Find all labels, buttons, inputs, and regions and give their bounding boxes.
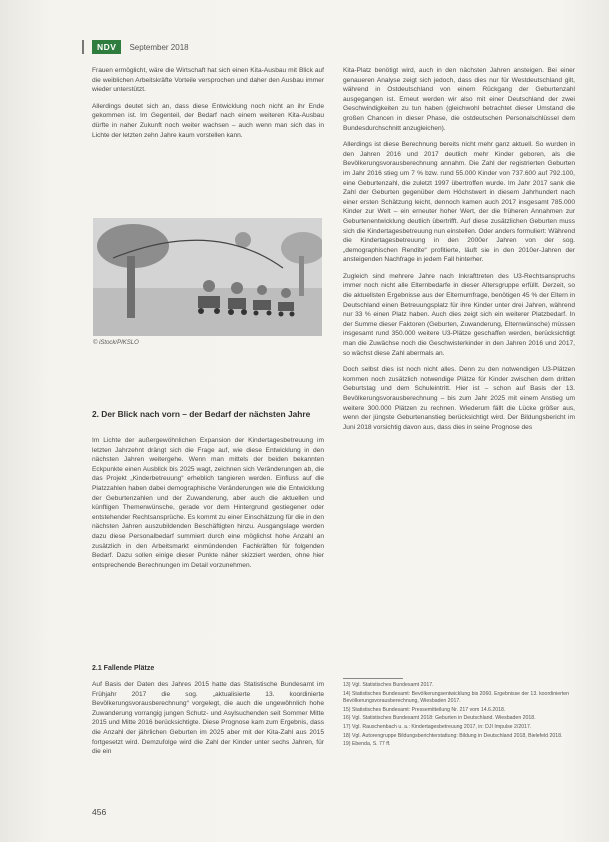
footnotes — [343, 678, 575, 750]
paragraph: Im Lichte der außergewöhnlichen Expansion der Kindertagesbetreuung im letzten Jahrzehnt drängt sich die Frage auf, wie diese Entwicklung in den nächsten Jahren weitergehe. Wenn man mittels der beiden bekannten Eckpunkte einen Ausblick bis 2025 wagt, zeichnen sich Veränderungen ab, die das Projekt „Kinderbetreuung“ erheblich tangieren werden. Einfluss auf die Platzzahlen haben dabei demographische Veränderungen wie die Entwicklung der Geburtenzahlen und der Zuwanderung, aber auch die aktuellen und künftigen Themenwünsche, gerade vor dem Hintergrund gestiegener oder entstehender Rechtsansprüche. Es kommt zu einer Einschätzung für die in den nächsten Jahren auszubildenden Beschäftigten hinzu. Ausgangslage werden dazu diese Personalbedarf summiert durch eine möglichst hohe Anzahl an zusätzlich in den Arbeitsmarkt einmündenden Fachkräften für folgenden Bedarf. Dazu sollen einige dieser Punkte näher skizziert werden, ohne hier entsprechende Berechnungen im Detail vorzunehmen. — [92, 437, 324, 569]
paragraph: Doch selbst dies ist noch nicht alles. Denn zu den notwendigen U3-Plätzen kommen noch zusätzlich notwendige Plätze für Kinder zwischen dem dritten Geburtstag und dem Schuleintritt. Hier ist – schon auf Basis der 13. Bevölkerungsvorausberechnung – bis zum Jahr 2025 mit einem Anstieg um weitere 300.000 Plätzen zu rechnen. Wiederum fällt die Lücke größer aus, wenn der jüngste Geburtenanstieg berücksichtigt wird. Der Bildungsbericht im Juni 2018 vorsichtig davon aus, dass dies in seine Prognose des — [343, 366, 575, 431]
footnote: 19) Ebenda, S. 77 ff. — [343, 741, 391, 748]
paragraph: Zugleich sind mehrere Jahre nach Inkrafttreten des U3-Rechtsanspruchs immer noch nicht alle Elternbedarfe in dieser Altersgruppe erfüllt. Derzeit, so die aktuellsten Ergebnisse aus der Elternumfrage, benötigen 45 % der Eltern in Deutschland einen Betreuungsplatz für ihre Kinder unter drei Jahren, während nur 33 % einen Platz haben. Auch dies zeigt sich ein weiterer Platzbedarf. In der Summe dieser Faktoren (Geburten, Zuwanderung, Elternwünsche) müssen insgesamt rund 350.000 weitere U3-Plätze geschaffen werden, berücksichtigt man die Zuwächse noch die Geschwisterkinder in den Jahren 2016 und 2017, so wächst diese Zahl abermals an. — [343, 272, 575, 357]
paragraph: Allerdings deutet sich an, dass diese Entwicklung noch nicht an ihr Ende gekommen ist. Im Gegenteil, der Bedarf nach einem weiteren Kita-Ausbau dürfte in naher Zukunft noch weiter wachsen – auch wenn man sich das in Lichte der letzten zehn Jahre kaum vorstellen kann. — [92, 102, 324, 139]
photo-credit: © iStock/PIKSLO — [93, 340, 139, 346]
footnote: 15) Statistisches Bundesamt: Pressemitteilung Nr. 217 vom 14.6.2018. — [343, 706, 506, 713]
footnote: 17) Vgl. Rauschenbach u. a.: Kindertagesbetreuung 2017, in: DJI Impulse 2/2017. — [343, 723, 532, 730]
issue-date: September 2018 — [129, 42, 189, 52]
paragraph: Auf Basis der Daten des Jahres 2015 hatte das Statistische Bundesamt im Frühjahr 2017 die sog. „aktualisierte 13. koordinierte Bevölkerungsvorausberechnung“ vorgelegt, die auch die ungewöhnlich hohe Zuwanderung vorrangig jungen Schutz- und Asylsuchenden seit Sommer Mitte 2015 und Mitte 2016 berücksichtigte. Diese Prognose kam zum Ergebnis, dass die Anzahl der jährlichen Geburten im 2025 aber mit der Kita-Zahl aus 2015 fortgesetzt wird. Demzufolge wird die Zahl der Kinder unter sechs Jahren, für die ein — [92, 681, 324, 756]
footnote-rule — [343, 678, 403, 679]
left-top-text — [92, 66, 324, 147]
journal-badge: NDV — [92, 40, 121, 54]
paragraph: Kita-Platz benötigt wird, auch in den nächsten Jahren ansteigen. Bei einer genaueren Analyse zeigt sich jedoch, dass dies nur für Westdeutschland gilt, während in Ostdeutschland von einem Rückgang der Geburtenzahl ausgegangen ist. Erneut werden wir also mit einer Deutschland der zwei Geschwindigkeiten zu tun haben (gleichwohl betrachtet dieser Umstand die großen Chancen in dieser Phase, die ostdeutschen Personalschlüssel dem Bundesdurchschnitt anzugleichen). — [343, 67, 575, 132]
page-number: 456 — [92, 807, 107, 817]
article-photo — [93, 218, 322, 336]
right-column-text — [343, 66, 575, 439]
footnote: 14) Statistisches Bundesamt: Bevölkerungsentwicklung bis 2060. Ergebnisse der 13. koordinierten Bevölkerungsvorausberechnung, Wiesbaden 2017. — [343, 690, 570, 705]
paragraph: Frauen ermöglicht, wäre die Wirtschaft hat sich einen Kita-Ausbau mit Blick auf die weiblichen Arbeitskräfte Vorteile versprochen und daher den Ausbau immer wieder unterstützt. — [92, 67, 324, 94]
photo-illustration — [93, 218, 322, 336]
footnote: 16) Vgl. Statistisches Bundesamt 2018: Geburten in Deutschland. Wiesbaden 2018. — [343, 715, 536, 722]
left-section-text — [92, 436, 324, 577]
footnote: 13) Vgl. Statistisches Bundesamt 2017. — [343, 682, 434, 688]
header-rule — [82, 40, 84, 54]
page-header — [82, 40, 189, 54]
left-subsection-text — [92, 680, 324, 764]
section-heading: 2. Der Blick nach vorn – der Bedarf der nächsten Jahre — [92, 409, 311, 419]
footnote: 18) Vgl. Autorengruppe Bildungsberichterstattung: Bildung in Deutschland 2018, Bielefeld 2018. — [343, 732, 563, 739]
paragraph: Allerdings ist diese Berechnung bereits nicht mehr ganz aktuell. So wurden in den Jahren 2016 und 2017 deutlich mehr Kinder geboren, als die Bevölkerungsvorausberechnung annahm. Die Zahl der registrierten Geburten im Jahr 2016 stieg um 7 % bzw. rund 55.000 Kinder von 737.600 auf 792.100, eine Geburtenzahl, die zuletzt 1997 übertroffen wurde. Im Jahr 2017 sank die Zahl der Geburten gegenüber dem Höchstwert in diesem Jahrhundert nach einer ersten Schätzung leicht, dennoch kamen auch 2017 insgesamt 785.000 Kinder zur Welt – ein erneuter hoher Wert, der die früheren Annahmen zur Geburtenentwicklung deutlich übertrifft. Auf diese zusätzlichen Geburten muss sich die Kindertagesbetreuung nun einstellen. Oder anders formuliert: Während die Kindertagesbetreuung in den 2000er Jahren von der sog. „demographischen Rendite“ profitierte, läuft sie in den 2010er-Jahren der ansteigenden Nachfrage in jedem Fall hinterher. — [343, 141, 575, 264]
subsection-heading: 2.1 Fallende Plätze — [92, 665, 155, 672]
